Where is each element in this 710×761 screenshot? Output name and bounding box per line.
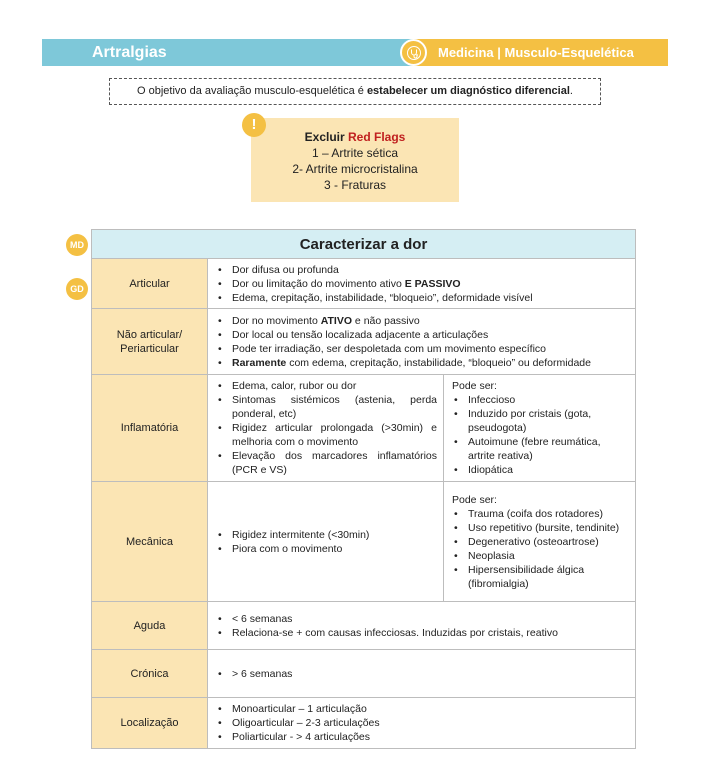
subheader: Pode ser:: [452, 380, 497, 392]
row-label: Não articular/ Periarticular: [92, 309, 208, 374]
row-label: Inflamatória: [92, 375, 208, 481]
table-row-cronica: [92, 650, 635, 698]
table-row-inflamatoria: [92, 375, 635, 482]
row-content-left: [208, 375, 444, 481]
row-content: [208, 482, 635, 601]
row-content-left: [208, 482, 444, 601]
objective-prefix: O objetivo da avaliação musculo-esquelética é: [137, 85, 367, 97]
list-item: • Monoarticular – 1 articulação: [216, 702, 627, 716]
list-item: • Dor local ou tensão localizada adjacente a articulações: [216, 328, 627, 342]
list-item: • Hipersensibilidade álgica (fibromialgia): [452, 563, 629, 591]
table-row-articular: [92, 259, 635, 309]
row-label: Localização: [92, 698, 208, 748]
section-label: [412, 39, 668, 66]
list-item: • Relaciona-se + com causas infecciosas. Induzidas por cristais, reativo: [216, 626, 627, 640]
list-item: • Rigidez articular prolongada (>30min) e melhoria com o movimento: [216, 421, 437, 449]
list-item: • Trauma (coifa dos rotadores): [452, 507, 629, 521]
list-item-text: com edema, crepitação, instabilidade, “bloqueio” ou deformidade: [286, 356, 591, 369]
red-flags-title-prefix: Excluir: [304, 130, 348, 144]
objective-emphasis: estabelecer um diagnóstico diferencial: [366, 85, 570, 97]
list-item-bold: Raramente: [232, 356, 287, 369]
table-row-nao-articular: [92, 309, 635, 375]
list-item-text: Dor no movimento: [232, 314, 321, 327]
list-item-bold: ATIVO: [320, 314, 353, 327]
gd-badge: GD: [66, 278, 88, 300]
list-item: • Neoplasia: [452, 549, 629, 563]
subheader: Pode ser:: [452, 493, 497, 506]
list-item: • Edema, calor, rubor ou dor: [216, 379, 437, 393]
page-header: [42, 39, 668, 66]
section-text: Medicina | Musculo-Esquelética: [438, 45, 634, 60]
table-row-aguda: [92, 602, 635, 650]
table-row-mecanica: [92, 482, 635, 602]
list-item: • Elevação dos marcadores inflamatórios (PCR e VS): [216, 449, 437, 477]
warning-icon: !: [242, 113, 266, 137]
red-flags-title: [251, 129, 459, 145]
list-item: • Idiopática: [452, 463, 629, 477]
red-flag-item: 1 – Artrite sética: [311, 146, 399, 160]
row-content: [208, 650, 635, 697]
row-content: [208, 698, 635, 748]
objective-suffix: .: [569, 85, 573, 97]
list-item: • Rigidez intermitente (<30min): [216, 528, 437, 542]
list-item: • < 6 semanas: [216, 612, 627, 626]
list-item: • Autoimune (febre reumática, artrite reativa): [452, 435, 629, 463]
list-item: • Poliarticular - > 4 articulações: [216, 730, 627, 744]
pain-characterization-table: [91, 229, 636, 749]
list-item: [216, 277, 627, 291]
list-item: [216, 314, 627, 328]
list-item: • Infeccioso: [452, 393, 629, 407]
row-content-right: [444, 375, 635, 481]
row-content: [208, 309, 635, 374]
list-item: • Sintomas sistémicos (astenia, perda ponderal, etc): [216, 393, 437, 421]
list-item: • > 6 semanas: [216, 667, 627, 681]
table-title: Caracterizar a dor: [92, 230, 635, 259]
row-label: Articular: [92, 259, 208, 308]
list-item: • Oligoarticular – 2-3 articulações: [216, 716, 627, 730]
list-item: • Piora com o movimento: [216, 542, 437, 556]
list-item-text: Dor ou limitação do movimento ativo: [232, 277, 405, 290]
md-badge: MD: [66, 234, 88, 256]
red-flag-item: 3 - Fraturas: [323, 178, 386, 192]
list-item: • Induzido por cristais (gota, pseudogota): [452, 407, 629, 435]
list-item: • Edema, crepitação, instabilidade, “bloqueio”, deformidade visível: [216, 291, 627, 305]
page-title: Artralgias: [42, 39, 412, 66]
list-item: [216, 356, 627, 370]
list-item-text: e não passivo: [352, 314, 420, 327]
list-item: • Pode ter irradiação, ser despoletada com um movimento específico: [216, 342, 627, 356]
row-label: Mecânica: [92, 482, 208, 601]
row-label: Aguda: [92, 602, 208, 649]
row-content-right: [444, 482, 635, 601]
row-content: [208, 375, 635, 481]
stethoscope-icon: [400, 39, 427, 66]
list-item: • Degenerativo (osteoartrose): [452, 535, 629, 549]
objective-box: [109, 78, 601, 105]
red-flag-item: 2- Artrite microcristalina: [292, 162, 418, 176]
table-row-localizacao: [92, 698, 635, 748]
row-label: Crónica: [92, 650, 208, 697]
row-content: [208, 259, 635, 308]
list-item-bold: E PASSIVO: [404, 277, 461, 290]
red-flags-box: [251, 118, 459, 202]
list-item: • Dor difusa ou profunda: [216, 263, 627, 277]
row-content: [208, 602, 635, 649]
list-item: • Uso repetitivo (bursite, tendinite): [452, 521, 629, 535]
red-flags-title-red: Red Flags: [348, 130, 406, 144]
